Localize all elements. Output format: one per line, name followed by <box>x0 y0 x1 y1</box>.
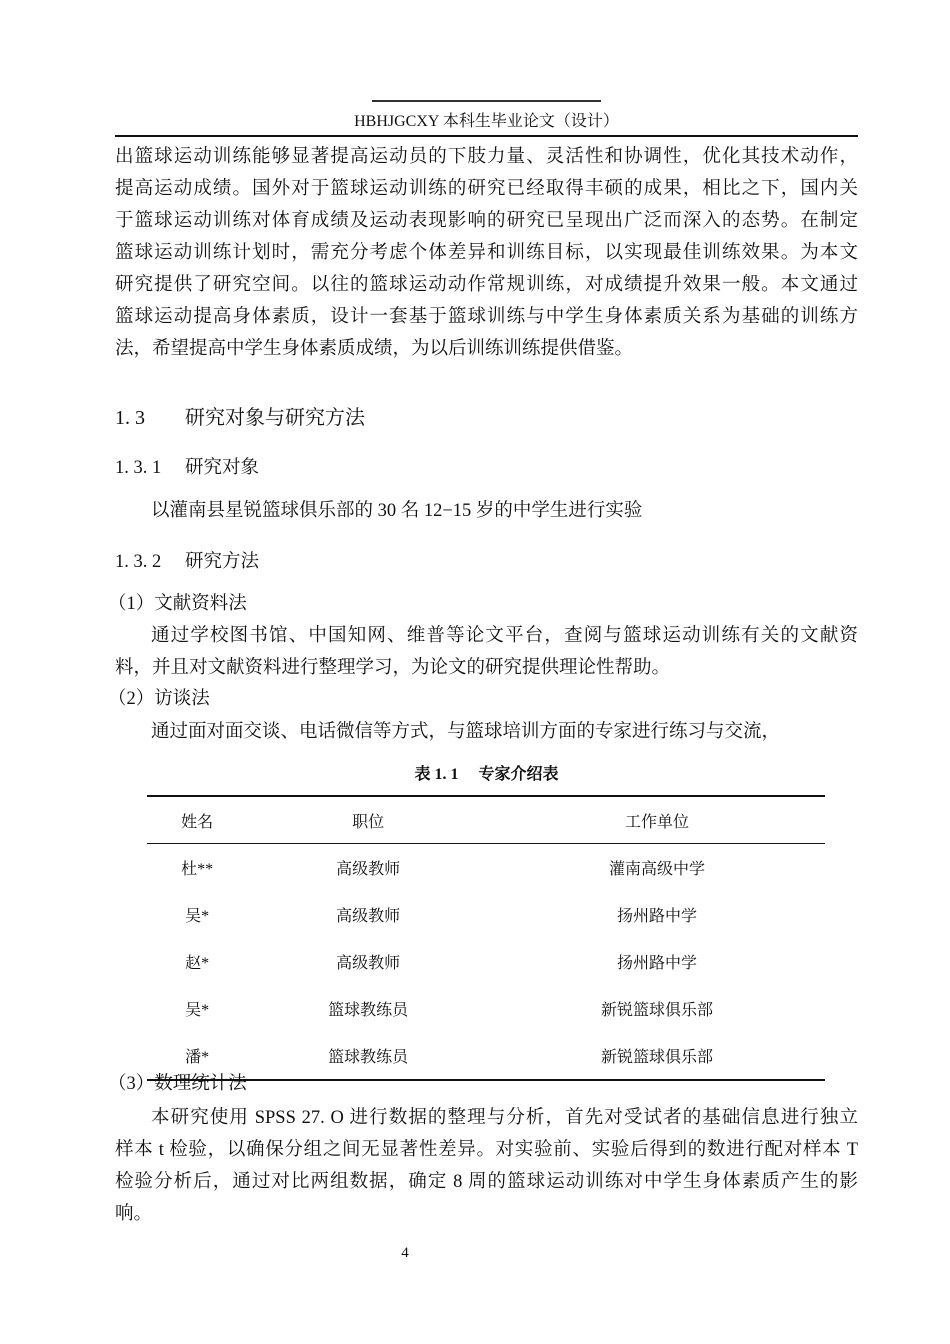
section-heading-1-3-2 <box>115 550 259 574</box>
section-number: 1. 3. 2 <box>115 552 162 572</box>
section-heading-1-3-1 <box>115 456 259 480</box>
text-line: 于篮球运动训练对体育成绩及运动表现影响的研究已呈现出广泛而深入的态势。在制定 <box>115 211 858 231</box>
cell-position: 篮球教练员 <box>328 1049 409 1066</box>
research-subject-text: 以灌南县星锐篮球俱乐部的 30 名 12−15 岁的中学生进行实验 <box>151 501 643 521</box>
method-label-interview: （2）访谈法 <box>108 689 210 709</box>
table-row <box>147 985 825 1032</box>
running-header: HBHJGCXY 本科生毕业论文（设计） <box>354 113 619 130</box>
cell-workplace: 新锐篮球俱乐部 <box>600 1002 713 1019</box>
text-line: 通过学校图书馆、中国知网、维普等论文平台，查阅与篮球运动训练有关的文献资 <box>151 626 858 646</box>
text-line: 研究提供了研究空间。以往的篮球运动动作常规训练，对成绩提升效果一般。本文通过 <box>115 275 858 295</box>
column-header-name: 姓名 <box>181 813 214 831</box>
section-title: 研究对象 <box>185 458 260 478</box>
section-title: 研究对象与研究方法 <box>185 407 365 429</box>
cell-position: 高级教师 <box>336 908 401 925</box>
page-number: 4 <box>401 1245 409 1261</box>
section-number: 1. 3 <box>115 407 145 429</box>
cell-workplace: 新锐篮球俱乐部 <box>600 1049 713 1066</box>
cell-position: 篮球教练员 <box>328 1002 409 1019</box>
cell-name: 杜** <box>181 861 214 878</box>
method-label-literature: （1）文献资料法 <box>108 594 247 614</box>
text-line: 响。 <box>115 1204 153 1224</box>
text-line: 法，希望提高中学生身体素质成绩，为以后训练训练提供借鉴。 <box>115 339 634 359</box>
text-line: 出篮球运动训练能够显著提高运动员的下肢力量、灵活性和协调性，优化其技术动作， <box>115 147 858 167</box>
section-number: 1. 3. 1 <box>115 458 162 478</box>
section-title: 研究方法 <box>185 552 260 572</box>
text-line: 篮球运动训练计划时，需充分考虑个体差异和训练目标，以实现最佳训练效果。为本文 <box>115 243 858 263</box>
column-header-workplace: 工作单位 <box>624 813 689 831</box>
text-line: 样本 t 检验，以确保分组之间无显著性差异。对实验前、实验后得到的数进行配对样本 T <box>115 1140 858 1160</box>
header-rule <box>115 135 858 137</box>
text-line: 篮球运动提高身体素质，设计一套基于篮球训练与中学生身体素质关系为基础的训练方 <box>115 307 858 327</box>
expert-table <box>147 795 825 1081</box>
text-line: 料，并且对文献资料进行整理学习，为论文的研究提供理论性帮助。 <box>115 658 671 678</box>
section-heading-1-3 <box>115 405 365 431</box>
cell-workplace: 扬州路中学 <box>616 955 697 972</box>
cell-name: 吴* <box>185 1002 210 1019</box>
cell-name: 吴* <box>185 908 210 925</box>
cell-name: 赵* <box>185 955 210 972</box>
cell-name: 潘* <box>185 1049 210 1066</box>
column-header-position: 职位 <box>352 813 385 831</box>
cell-workplace: 灌南高级中学 <box>608 861 705 878</box>
cell-position: 高级教师 <box>336 955 401 972</box>
text-line: 检验分析后，通过对比两组数据，确定 8 周的篮球运动训练对中学生身体素质产生的影 <box>115 1172 858 1192</box>
table-header-row <box>147 796 825 844</box>
table-row <box>147 844 825 892</box>
text-line: 通过面对面交谈、电话微信等方式，与篮球培训方面的专家进行练习与交流， <box>151 722 781 742</box>
table-row <box>147 891 825 938</box>
header-top-rule <box>372 100 601 102</box>
method-label-statistics: （3）数理统计法 <box>108 1074 247 1094</box>
text-line: 提高运动成绩。国外对于篮球运动训练的研究已经取得丰硕的成果，相比之下，国内关 <box>115 179 858 199</box>
table-caption: 表 1. 1 专家介绍表 <box>414 766 559 783</box>
text-line: 本研究使用 SPSS 27. O 进行数据的整理与分析，首先对受试者的基础信息进行独立 <box>151 1108 858 1128</box>
cell-position: 高级教师 <box>336 861 401 878</box>
cell-workplace: 扬州路中学 <box>616 908 697 925</box>
table-row <box>147 938 825 985</box>
